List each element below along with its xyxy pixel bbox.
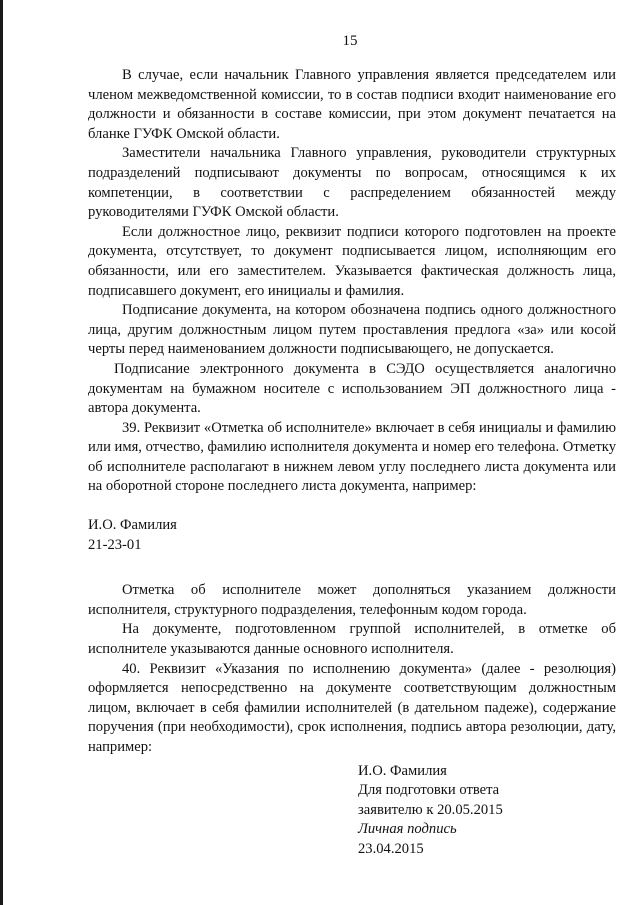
paragraph-signing-prohibition: Подписание документа, на котором обозначена подпись одного должностного лица, другим должностным лицом путем проставления предлога «за» или косой черты перед наименованием должности подписывающего, не допускается.	[88, 302, 616, 358]
paragraph-commission-signature: В случае, если начальник Главного управления является председателем или членом межведомственной комиссии, то в состав подписи входит наименование его должности и обязанности в составе комиссии, при этом документ печатается на бланке ГУФК Омской области.	[88, 67, 616, 142]
paragraph-deputies-signature: Заместители начальника Главного управления, руководители структурных подразделений подписывают документы по вопросам, относящимся к их компетенции, в соответствии с распределением обязанностей между руководителями ГУФК Омской области.	[88, 145, 616, 221]
resolution-line-1: Для подготовки ответа	[358, 782, 500, 799]
executor-name: И.О. Фамилия	[88, 517, 177, 534]
page-number: 15	[342, 33, 358, 49]
executor-example	[88, 516, 616, 555]
paragraph-executor-extension: Отметка об исполнителе может дополняться указанием должности исполнителя, структурного подразделения, телефонным кодом города.	[88, 582, 616, 618]
spacer	[88, 555, 616, 581]
spacer	[88, 497, 616, 516]
resolution-signature: Личная подпись	[358, 821, 457, 838]
paragraph-resolution: 40. Реквизит «Указания по исполнению документа» (далее - резолюция) оформляется непосредственно на документе соответствующим должностным лицом, включает в себя фамилии исполнителей (в дательном падеже), содержание поручения (при необходимости), срок исполнения, подпись автора резолюции, дату, например:	[88, 660, 616, 755]
paragraph-electronic-signing: Подписание электронного документа в СЭДО осуществляется аналогично документам на бумажном носителе с использованием ЭП должностного лица - автора документа.	[88, 360, 616, 417]
page-edge	[0, 0, 3, 905]
resolution-example	[358, 762, 616, 860]
resolution-name: И.О. Фамилия	[358, 762, 447, 779]
document-body	[88, 66, 616, 860]
executor-phone: 21-23-01	[88, 536, 142, 553]
paragraph-group-executors: На документе, подготовленном группой исполнителей, в отметке об исполнителе указываются данные основного исполнителя.	[88, 621, 616, 658]
paragraph-executor-mark: 39. Реквизит «Отметка об исполнителе» включает в себя инициалы и фамилию или имя, отчество, фамилию исполнителя документа и номер его телефона. Отметку об исполнителе располагают в нижнем левом углу последнего листа документа или на оборотной стороне последнего листа документа, например:	[88, 419, 616, 495]
resolution-date: 23.04.2015	[358, 840, 424, 857]
paragraph-absent-official: Если должностное лицо, реквизит подписи которого подготовлен на проекте документа, отсутствует, то документ подписывается лицом, исполняющим его обязанности, или его заместителем. Указывается фактическая должность лица, подписавшего документ, его инициалы и фамилия.	[88, 223, 616, 299]
resolution-line-2: заявителю к 20.05.2015	[358, 801, 503, 818]
